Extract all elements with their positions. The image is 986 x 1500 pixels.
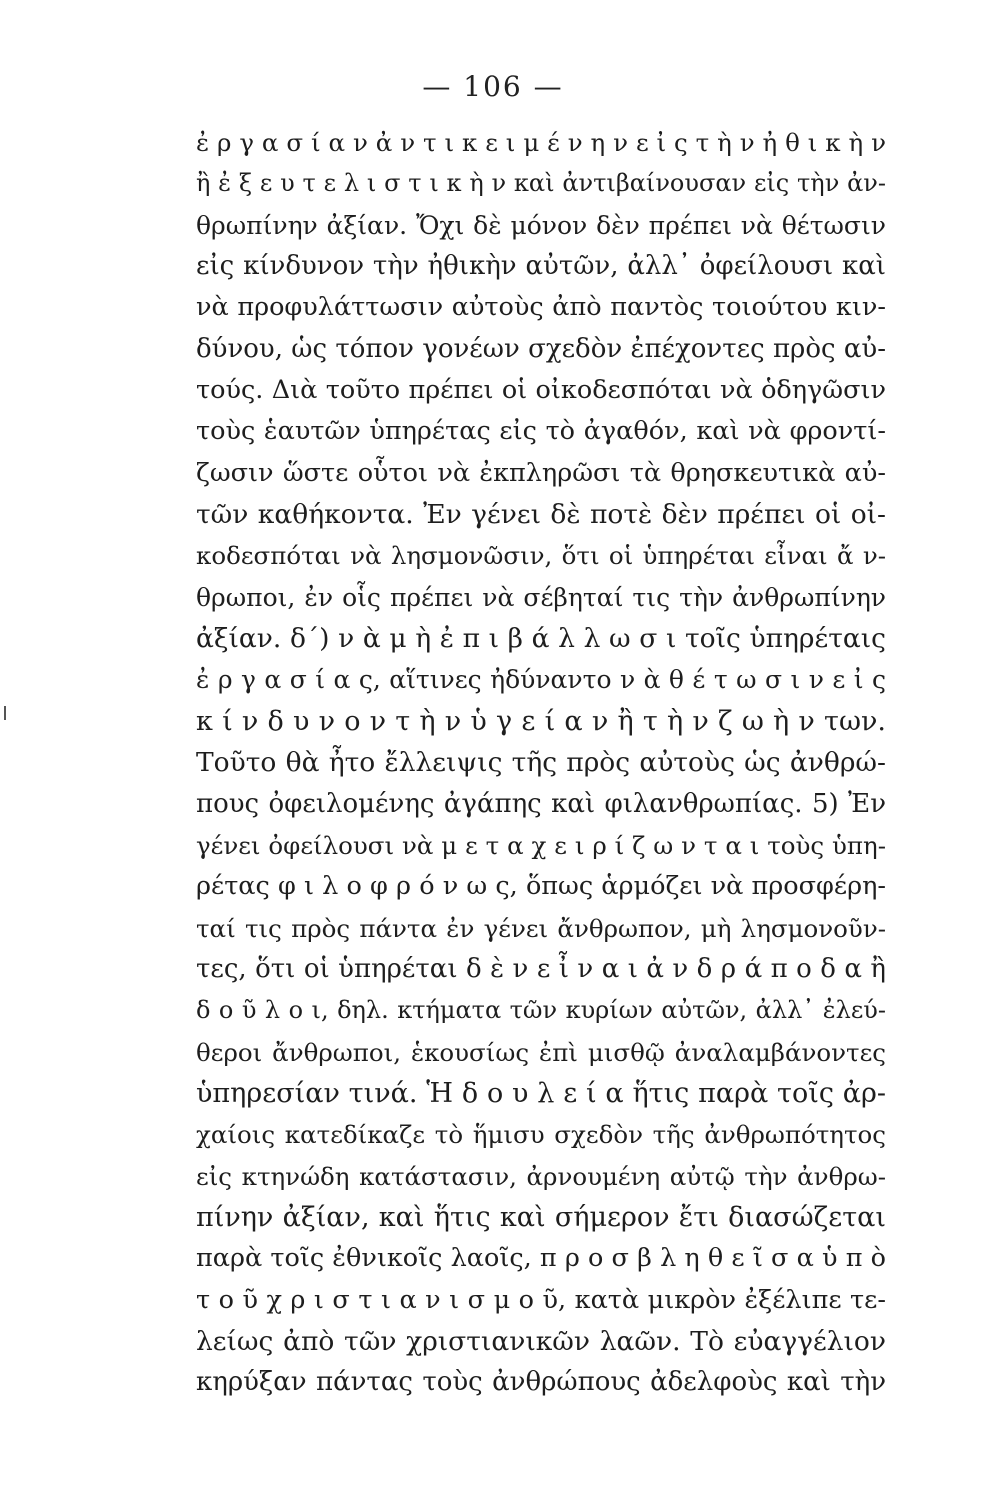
text-line: τ ο ῦ χ ρ ι σ τ ι α ν ι σ μ ο ῦ, κατὰ μικρὸν ἐξέλιπε τε- — [196, 1284, 886, 1315]
text-line: ταί τις πρὸς πάντα ἐν γένει ἄνθρωπον, μὴ λησμονοῦν- — [196, 913, 886, 943]
text-line: θρωποι, ἐν οἷς πρέπει νὰ σέβηταί τις τὴν ἀνθρωπίνην — [196, 582, 886, 612]
text-line: κοδεσπόται νὰ λησμονῶσιν, ὅτι οἱ ὑπηρέται εἶναι ἄ ν- — [196, 541, 886, 571]
text-line: ρέτας φ ι λ ο φ ρ ό ν ω ς, ὅπως ἁρμόζει νὰ προσφέρη- — [196, 871, 886, 902]
text-line: κ ί ν δ υ ν ο ν τ ὴ ν ὑ γ ε ί α ν ἢ τ ὴ ν ζ ω ὴ ν των. — [196, 705, 886, 737]
text-line: εἰς κτηνώδη κατάστασιν, ἀρνουμένη αὐτῷ τὴν ἀνθρω- — [196, 1161, 886, 1191]
edge-mark — [4, 706, 6, 720]
text-line: παρὰ τοῖς ἐθνικοῖς λαοῖς, π ρ ο σ β λ η θ ε ῖ σ α ὑ π ὸ — [196, 1243, 886, 1274]
text-line: θεροι ἄνθρωποι, ἑκουσίως ἐπὶ μισθῷ ἀναλαμβάνοντες — [196, 1037, 886, 1067]
text-line: ἐ ρ γ α σ ί α ν ἀ ν τ ι κ ε ι μ έ ν η ν ε ἰ ς τ ὴ ν ἠ θ ι κ ὴ ν — [196, 128, 886, 157]
body-text — [196, 122, 886, 1404]
text-line: ἐ ρ γ α σ ί α ς, αἵτινες ἠδύναντο ν ὰ θ έ τ ω σ ι ν ε ἰ ς — [196, 665, 886, 695]
text-line: εἰς κίνδυνον τὴν ἠθικὴν αὐτῶν, ἀλλ᾽ ὀφείλουσι καὶ — [196, 251, 886, 282]
text-line: ζωσιν ὥστε οὗτοι νὰ ἐκπληρῶσι τὰ θρησκευτικὰ αὐ- — [196, 457, 886, 488]
text-line: ἀξίαν. δ΄) ν ὰ μ ὴ ἐ π ι β ά λ λ ω σ ι τοῖς ὑπηρέταις — [196, 623, 886, 655]
text-line: γένει ὀφείλουσι νὰ μ ε τ α χ ε ι ρ ί ζ ω ν τ α ι τοὺς ὑπη- — [196, 830, 886, 860]
text-line: δ ο ῦ λ ο ι, δηλ. κτήματα τῶν κυρίων αὐτῶν, ἀλλ᾽ ἐλεύ- — [196, 996, 886, 1025]
text-line: τῶν καθήκοντα. Ἐν γένει δὲ ποτὲ δὲν πρέπει οἱ οἰ- — [196, 499, 886, 531]
text-line: χαίοις κατεδίκαζε τὸ ἥμισυ σχεδὸν τῆς ἀνθρωπότητος — [196, 1120, 886, 1150]
text-line: τοὺς ἑαυτῶν ὑπηρέτας εἰς τὸ ἀγαθόν, καὶ νὰ φροντί- — [196, 416, 886, 447]
text-line: πους ὀφειλομένης ἀγάπης καὶ φιλανθρωπίας. 5) Ἐν — [196, 788, 886, 819]
text-line: ἢ ἐ ξ ε υ τ ε λ ι σ τ ι κ ὴ ν καὶ ἀντιβαίνουσαν εἰς τὴν ἀν- — [196, 169, 886, 198]
page-number: — 106 — — [422, 70, 564, 103]
text-line: θρωπίνην ἀξίαν. Ὄχι δὲ μόνον δὲν πρέπει νὰ θέτωσιν — [196, 210, 886, 240]
text-line: Τοῦτο θὰ ἦτο ἔλλειψις τῆς πρὸς αὐτοὺς ὡς ἀνθρώ- — [196, 747, 886, 779]
text-line: λείως ἀπὸ τῶν χριστιανικῶν λαῶν. Τὸ εὐαγγέλιον — [196, 1325, 886, 1357]
text-line: ὑπηρεσίαν τινά. Ἡ δ ο υ λ ε ί α ἥτις παρὰ τοῖς ἀρ- — [196, 1077, 886, 1109]
text-line: νὰ προφυλάττωσιν αὐτοὺς ἀπὸ παντὸς τοιούτου κιν- — [196, 292, 886, 323]
text-line: δύνου, ὡς τόπον γονέων σχεδὸν ἐπέχοντες πρὸς αὐ- — [196, 333, 886, 364]
text-line: πίνην ἀξίαν, καὶ ἥτις καὶ σήμερον ἔτι διασώζεται — [196, 1201, 886, 1233]
text-line: τούς. Διὰ τοῦτο πρέπει οἱ οἰκοδεσπόται νὰ ὁδηγῶσιν — [196, 375, 886, 406]
text-line: τες, ὅτι οἱ ὑπηρέται δ ὲ ν ε ἶ ν α ι ἀ ν δ ρ ά π ο δ α ἢ — [196, 953, 886, 984]
text-line: κηρύξαν πάντας τοὺς ἀνθρώπους ἀδελφοὺς καὶ τὴν — [196, 1367, 886, 1398]
